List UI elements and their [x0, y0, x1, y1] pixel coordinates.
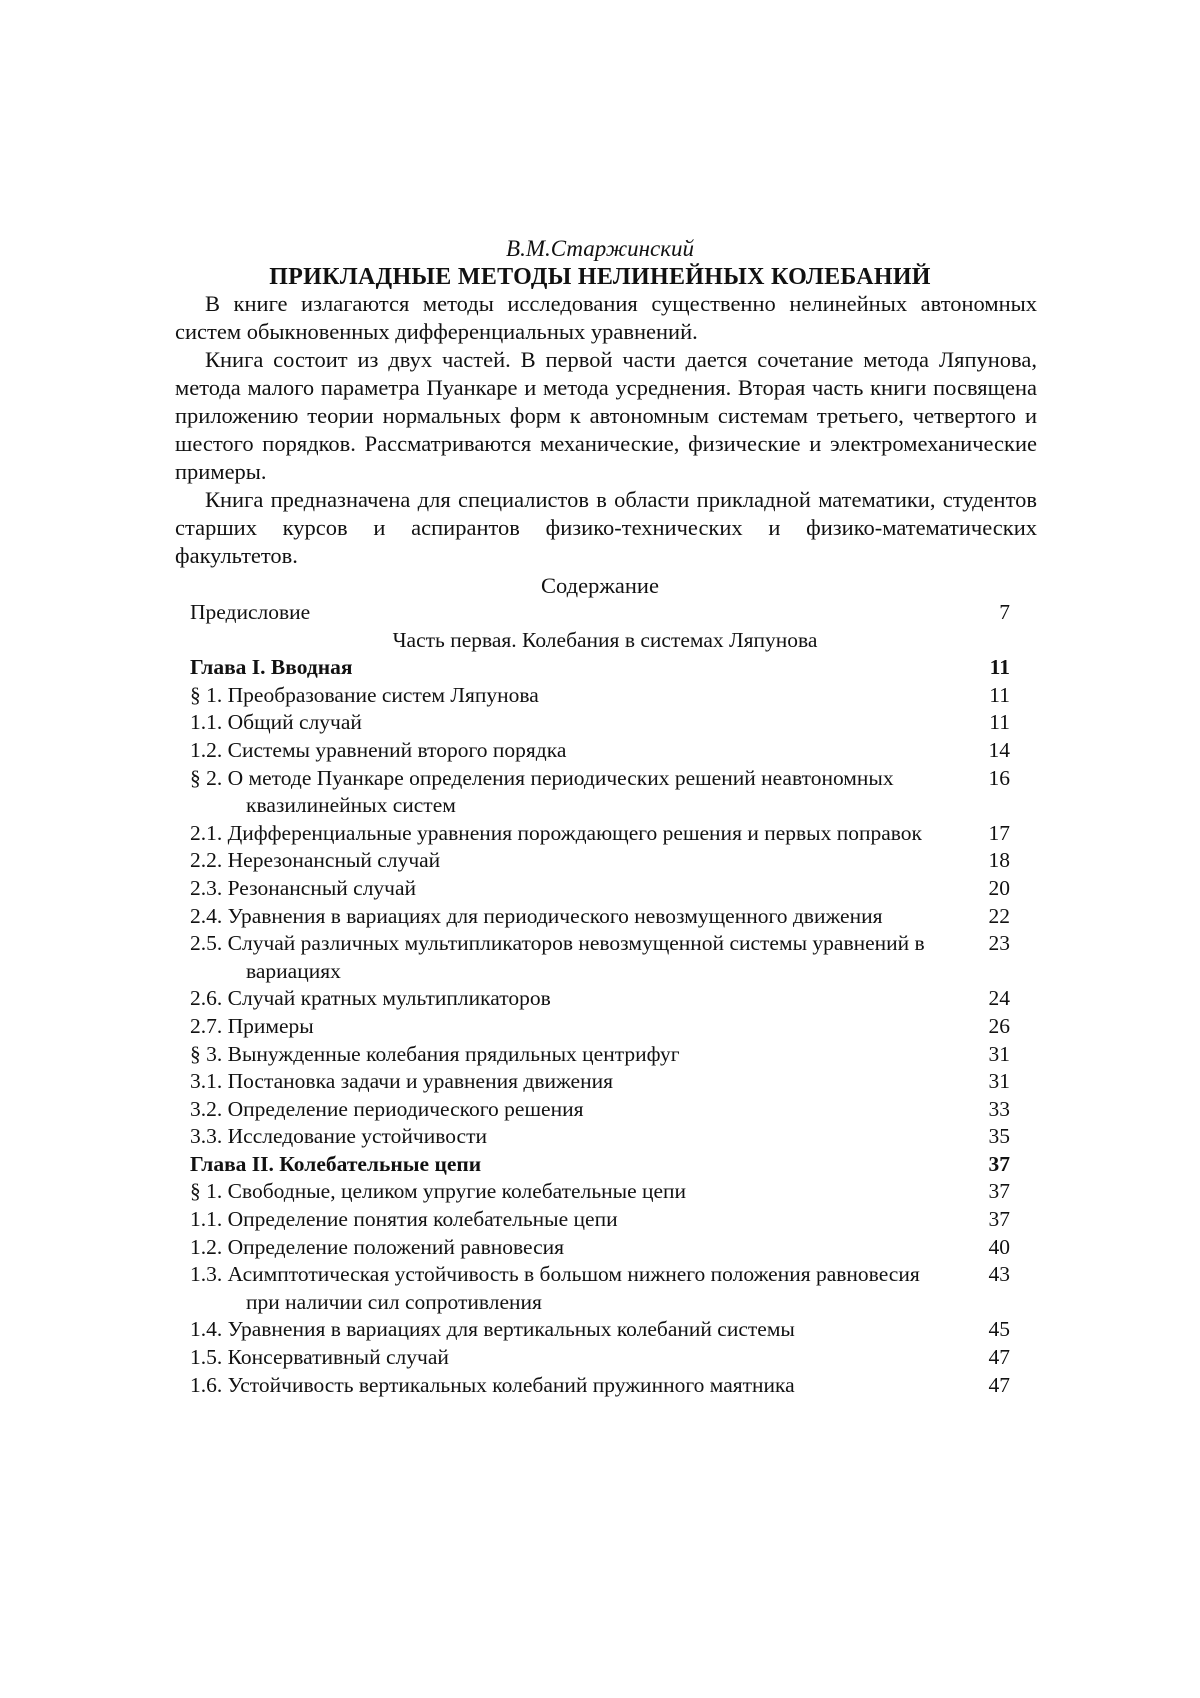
- toc-entry-page: 20: [988, 875, 1010, 900]
- table-of-contents: [190, 599, 1020, 1399]
- toc-entry-title: 1.4. Уравнения в вариациях для вертикальных колебаний системы: [190, 1317, 795, 1342]
- toc-entry: [190, 930, 1020, 985]
- toc-entry-page: 47: [988, 1345, 1010, 1370]
- toc-entry-title: 1.1. Определение понятия колебательные цепи: [190, 1207, 618, 1232]
- toc-entry: [190, 1234, 1020, 1262]
- toc-entry: [190, 737, 1020, 765]
- toc-chapter-entry: [190, 654, 1020, 682]
- toc-entry-title: § 2. О методе Пуанкаре определения периодических решений неавтономных квазилинейных систем: [190, 765, 894, 818]
- toc-entry-page: 17: [988, 820, 1010, 845]
- toc-entry-title: 1.2. Системы уравнений второго порядка: [190, 737, 567, 762]
- toc-entry-title: Предисловие: [190, 600, 311, 624]
- toc-entry-title: 2.2. Нерезонансный случай: [190, 848, 441, 873]
- toc-entry-title: 1.3. Асимптотическая устойчивость в большом нижнего положения равновесия при наличии сил сопротивления: [190, 1262, 920, 1314]
- toc-entry-page: 43: [988, 1262, 1010, 1287]
- annotation-paragraph: Книга предназначена для специалистов в области прикладной математики, студентов старших курсов и аспирантов физико-технических и физико-математических факультетов.: [175, 487, 1037, 568]
- toc-entry: [190, 1068, 1020, 1096]
- book-annotation: [175, 290, 1037, 570]
- toc-entry-page: 11: [989, 710, 1010, 735]
- toc-entry-page: 18: [988, 848, 1010, 873]
- toc-entry: [190, 1096, 1020, 1124]
- toc-entry-page: 14: [988, 737, 1010, 762]
- toc-entry: [190, 599, 1020, 627]
- toc-entry-title: § 1. Свободные, целиком упругие колебательные цепи: [190, 1179, 687, 1204]
- toc-entry-page: 37: [988, 1151, 1010, 1176]
- toc-entry-title: 1.1. Общий случай: [190, 710, 362, 735]
- book-author: В.М.Старжинский: [506, 236, 694, 261]
- toc-entry-title: 2.4. Уравнения в вариациях для периодического невозмущенного движения: [190, 903, 883, 928]
- annotation-paragraph: В книге излагаются методы исследования существенно нелинейных автономных систем обыкновенных дифференциальных уравнений.: [175, 291, 1037, 344]
- toc-entry: [190, 903, 1020, 931]
- toc-entry: [190, 765, 1020, 820]
- toc-entry: [190, 1123, 1020, 1151]
- toc-entry-page: 37: [988, 1207, 1010, 1232]
- toc-entry-title: 2.6. Случай кратных мультипликаторов: [190, 986, 551, 1011]
- toc-entry-page: 22: [988, 903, 1010, 928]
- toc-entry: [190, 1316, 1020, 1344]
- toc-entry: [190, 985, 1020, 1013]
- toc-entry-page: 45: [988, 1317, 1010, 1342]
- toc-entry: [190, 1261, 1020, 1316]
- toc-entry-title: 2.5. Случай различных мультипликаторов невозмущенной системы уравнений в вариациях: [190, 931, 925, 983]
- toc-entry-page: 24: [988, 986, 1010, 1011]
- toc-entry: [190, 1206, 1020, 1234]
- toc-entry-title: Глава I. Вводная: [190, 655, 353, 680]
- toc-entry: [190, 1178, 1020, 1206]
- book-title: ПРИКЛАДНЫЕ МЕТОДЫ НЕЛИНЕЙНЫХ КОЛЕБАНИЙ: [269, 264, 931, 290]
- toc-entry-title: 3.2. Определение периодического решения: [190, 1096, 584, 1121]
- toc-entry-page: 7: [999, 600, 1010, 624]
- toc-entry-title: 1.2. Определение положений равновесия: [190, 1234, 565, 1259]
- toc-part-heading: [190, 627, 1020, 655]
- toc-entry-title: 3.3. Исследование устойчивости: [190, 1124, 487, 1149]
- toc-entry-page: 47: [988, 1372, 1010, 1397]
- toc-chapter-entry: [190, 1151, 1020, 1179]
- toc-entry-page: 11: [989, 682, 1010, 707]
- toc-entry-page: 23: [988, 931, 1010, 956]
- toc-entry: [190, 709, 1020, 737]
- toc-entry: [190, 1013, 1020, 1041]
- toc-entry: [190, 847, 1020, 875]
- toc-entry-page: 40: [988, 1234, 1010, 1259]
- toc-entry-page: 35: [988, 1124, 1010, 1149]
- toc-entry-page: 26: [988, 1013, 1010, 1038]
- toc-entry-page: 31: [988, 1069, 1010, 1094]
- toc-entry-page: 16: [988, 765, 1010, 790]
- contents-heading: Содержание: [541, 573, 659, 598]
- toc-entry-page: 33: [988, 1096, 1010, 1121]
- toc-entry-title: § 1. Преобразование систем Ляпунова: [190, 682, 539, 707]
- toc-entry-title: 2.1. Дифференциальные уравнения порождающего решения и первых поправок: [190, 820, 922, 845]
- toc-entry-title: 3.1. Постановка задачи и уравнения движения: [190, 1069, 613, 1094]
- toc-entry-title: § 3. Вынужденные колебания прядильных центрифуг: [190, 1041, 680, 1066]
- toc-entry-page: 31: [988, 1041, 1010, 1066]
- toc-entry-title: 2.3. Резонансный случай: [190, 875, 417, 900]
- toc-entry: [190, 682, 1020, 710]
- toc-entry: [190, 1344, 1020, 1372]
- toc-entry: [190, 820, 1020, 848]
- toc-entry-title: Глава II. Колебательные цепи: [190, 1151, 482, 1176]
- toc-entry: [190, 1372, 1020, 1400]
- toc-entry-title: 1.6. Устойчивость вертикальных колебаний пружинного маятника: [190, 1372, 795, 1397]
- toc-entry-page: 11: [989, 655, 1010, 680]
- toc-entry: [190, 875, 1020, 903]
- toc-entry-title: 2.7. Примеры: [190, 1013, 314, 1038]
- toc-entry-title: 1.5. Консервативный случай: [190, 1345, 449, 1370]
- annotation-paragraph: Книга состоит из двух частей. В первой части дается сочетание метода Ляпунова, метода малого параметра Пуанкаре и метода усреднения. Вторая часть книги посвящена приложению теории нормальных форм к автономным системам третьего, четвертого и шестого порядков. Рассматриваются механические, физические и электромеханические примеры.: [175, 347, 1037, 484]
- toc-entry-page: 37: [988, 1179, 1010, 1204]
- toc-entry: [190, 1041, 1020, 1069]
- toc-entry-title: Часть первая. Колебания в системах Ляпунова: [392, 627, 818, 652]
